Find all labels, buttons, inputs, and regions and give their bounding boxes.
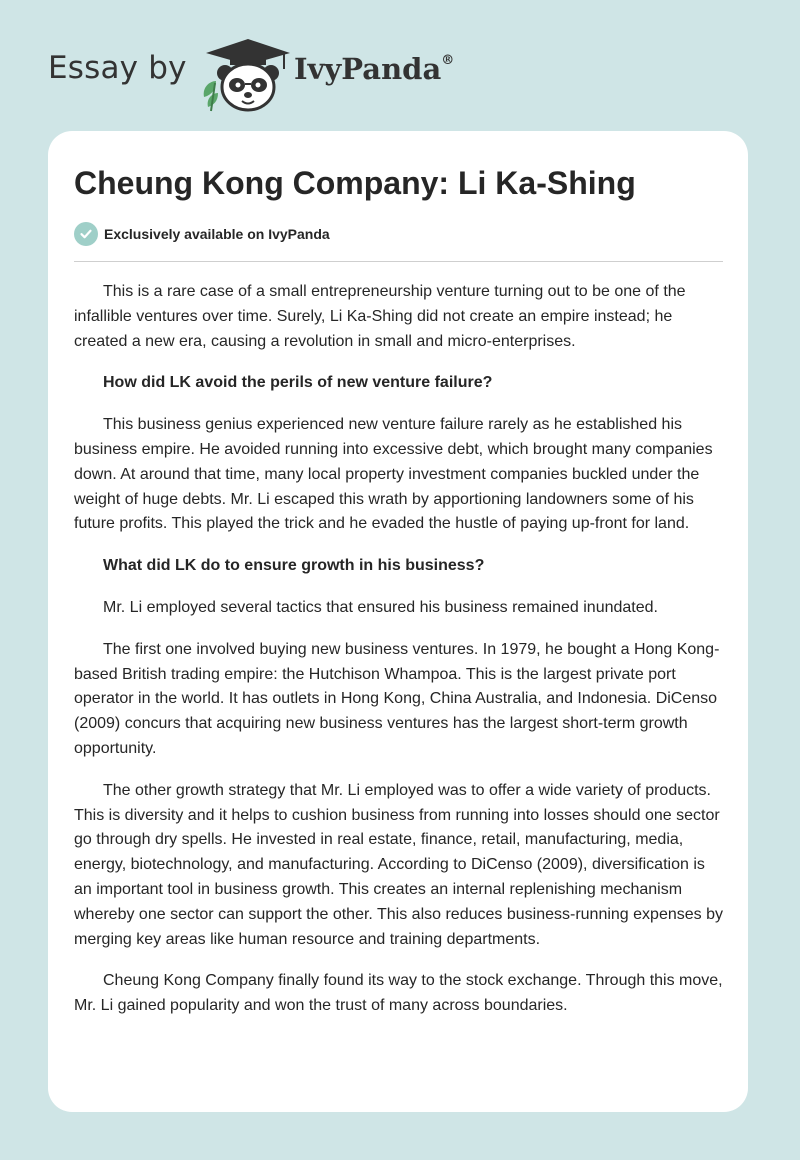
check-icon <box>74 222 98 246</box>
paragraph: This is a rare case of a small entrepreneurship venture turning out to be one of the infallible ventures over time. Surely, Li Ka-Shing did not create an empire instead; he created a new era, causing a revolution in small and micro-enterprises. <box>74 283 686 350</box>
essay-body <box>74 280 724 1036</box>
section-heading: How did LK avoid the perils of new venture failure? <box>103 374 493 392</box>
paragraph: Cheung Kong Company finally found its way to the stock exchange. Through this move, Mr. Li gained popularity and won the trust of many across boundaries. <box>74 972 723 1015</box>
paragraph: This business genius experienced new venture failure rarely as he established his business empire. He avoided running into excessive debt, which brought many companies down. At around that time, many local property investment companies buckled under the weight of huge debts. Mr. Li escaped this wrath by apportioning landowners some of his future profits. This played the trick and he evaded the hustle of paying up-front for land. <box>74 416 713 533</box>
paragraph: The first one involved buying new business ventures. In 1979, he bought a Hong Kong-based British trading empire: the Hutchison Whampoa. This is the largest private port operator in the world. It has outlets in Hong Kong, China Australia, and Indonesia. DiCenso (2009) concurs that acquiring new business ventures has the largest short-term growth opportunity. <box>74 640 720 757</box>
exclusive-badge <box>74 222 330 246</box>
divider <box>74 261 723 262</box>
registered-mark: ® <box>441 53 455 69</box>
brand-text: IvyPanda <box>294 52 442 86</box>
paragraph: Mr. Li employed several tactics that ensured his business remained inundated. <box>103 598 658 616</box>
panda-logo-icon[interactable] <box>198 35 294 113</box>
brand-name[interactable] <box>294 52 454 86</box>
page-title: Cheung Kong Company: Li Ka-Shing <box>74 165 636 201</box>
essay-by-label: Essay by <box>48 50 187 86</box>
essay-card <box>48 131 748 1112</box>
badge-label: Exclusively available on IvyPanda <box>104 226 330 242</box>
site-header <box>48 30 748 120</box>
section-heading: What did LK do to ensure growth in his business? <box>103 557 485 575</box>
paragraph: The other growth strategy that Mr. Li employed was to offer a wide variety of products. This is diversity and it helps to cushion business from running into losses should one sector go through dry spells. He invested in real estate, finance, retail, manufacturing, media, energy, biotechnology, and manufacturing. According to DiCenso (2009), diversification is an important tool in business growth. This creates an internal replenishing mechanism whereby one sector can support the other. This also reduces business-running expenses by merging key areas like human resource and training departments. <box>74 781 723 948</box>
